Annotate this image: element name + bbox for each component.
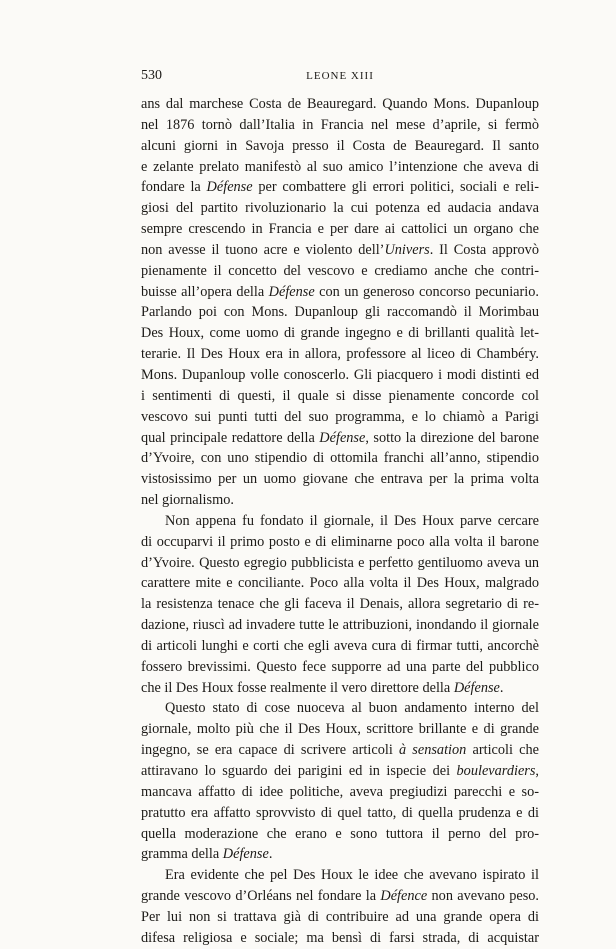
text-line: fossero brevissimi. Questo fece supporre ad una parte del pubblico bbox=[141, 658, 539, 675]
italic-term: Défense bbox=[206, 179, 253, 196]
text-line: di occuparvi il primo posto e di eliminarne poco alla volta il barone bbox=[141, 533, 539, 550]
text-line: pratutto era affatto sprovvisto di quel tatto, di quella prudenza e di bbox=[141, 804, 539, 821]
text-line: giornale, molto più che il Des Houx, scrittore brillante e di grande bbox=[141, 721, 539, 738]
text-line: mancava affatto di idee politiche, aveva pregiudizi parecchi e so- bbox=[141, 783, 539, 800]
text-line: quella moderazione che erano e sono tuttora il perno del pro- bbox=[141, 825, 539, 842]
text-line: terarie. Il Des Houx era in allora, professore al liceo di Chambéry. bbox=[141, 346, 539, 363]
text-line: d’Yvoire. Questo egregio pubblicista e perfetto gentiluomo aveva un bbox=[141, 554, 539, 571]
italic-term: Défense bbox=[222, 846, 269, 863]
text-line: grande vescovo d’Orléans nel fondare la Défence non avevano peso. bbox=[141, 888, 539, 905]
text-line: attiravano lo sguardo dei parigini ed in ispecie dei boulevardiers, bbox=[141, 763, 539, 779]
text-line: dazione, riuscì ad invadere tutte le attribuzioni, inondando il giornale bbox=[141, 617, 539, 634]
text-line: d’Yvoire, con uno stipendio di ottomila franchi all’anno, stipendio bbox=[141, 450, 539, 467]
text-line-paragraph-start: Non appena fu fondato il giornale, il Des Houx parve cercare bbox=[165, 512, 539, 529]
text-line: giosi del partito rivoluzionario la cui potenza ed audacia andava bbox=[141, 200, 539, 217]
text-line: fondare la Défense per combattere gli errori politici, sociali e reli- bbox=[141, 179, 539, 196]
running-title: LEONE XIII bbox=[306, 70, 374, 82]
text-line: nel 1876 tornò dall’Italia in Francia nel mese d’aprile, si fermò bbox=[141, 116, 539, 133]
text-line: Des Houx, come uomo di grande ingegno e di brillanti qualità let- bbox=[141, 325, 539, 342]
body-text bbox=[141, 94, 539, 949]
text-line: carattere mite e conciliante. Poco alla volta il Des Houx, malgrado bbox=[141, 575, 539, 592]
page-number: 530 bbox=[141, 68, 162, 83]
text-line: difesa religiosa e sociale; ma bensì di farsi strada, di acquistar bbox=[141, 929, 539, 946]
text-line-paragraph-start: Era evidente che pel Des Houx le idee che avevano ispirato il bbox=[165, 867, 539, 884]
text-line: Parlando poi con Mons. Dupanloup gli raccomandò il Morimbau bbox=[141, 304, 539, 321]
text-line-paragraph-start: Questo stato di cose nuoceva al buon andamento interno del bbox=[165, 700, 539, 717]
text-line: e zelante prelato manifestò al suo amico l’intenzione che aveva di bbox=[141, 158, 539, 175]
text-line-paragraph-end: gramma della Défense. bbox=[141, 846, 273, 863]
text-line: buisse all’opera della Défense con un generoso concorso pecuniario. bbox=[141, 283, 539, 300]
text-line: i sentimenti di questi, il quale si disse pienamente concorde col bbox=[141, 387, 539, 404]
text-line-paragraph-end: nel giornalismo. bbox=[141, 492, 234, 509]
italic-term: Défence bbox=[380, 888, 428, 905]
italic-term: Défense bbox=[453, 679, 500, 696]
text-line: qual principale redattore della Défense, sotto la direzione del barone bbox=[141, 429, 539, 446]
text-line: pienamente il concetto del vescovo e crediamo anche che contri- bbox=[141, 262, 539, 279]
text-line: Mons. Dupanloup volle conoscerlo. Gli piacquero i modi distinti ed bbox=[141, 366, 539, 383]
text-line: ingegno, se era capace di scrivere articoli à sensation articoli che bbox=[141, 742, 539, 759]
italic-term: à sensation bbox=[398, 742, 467, 759]
text-line-paragraph-end: che il Des Houx fosse realmente il vero direttore della Défense. bbox=[141, 679, 504, 696]
text-line: Per lui non si trattava già di contribuire ad una grande opera di bbox=[141, 908, 539, 925]
text-line: sempre crescendo in Francia e per dare ai cattolici un organo che bbox=[141, 221, 539, 238]
text-line: vescovo sui punti tutti del suo programma, e lo chiamò a Parigi bbox=[141, 408, 539, 425]
italic-term: Univers bbox=[384, 241, 430, 258]
page-header bbox=[141, 68, 539, 90]
text-line: ans dal marchese Costa de Beauregard. Quando Mons. Dupanloup bbox=[141, 96, 539, 112]
text-line: vistosissimo per un uomo giovane che entrava per la prima volta bbox=[141, 471, 539, 488]
italic-term: Défense bbox=[319, 429, 366, 446]
italic-term: boulevardiers bbox=[456, 763, 536, 779]
text-line: di articoli lunghi e corti che egli aveva cura di firmar tutti, ancorchè bbox=[141, 637, 539, 654]
italic-term: Défense bbox=[268, 283, 315, 300]
text-line: alcuni giorni in Savoja presso il Costa de Beauregard. Il santo bbox=[141, 137, 539, 154]
text-line: la resistenza tenace che gli faceva il Denais, allora segretario di re- bbox=[141, 596, 539, 613]
text-line: non avesse il tuono acre e violento dell’Univers. Il Costa approvò bbox=[141, 241, 539, 258]
